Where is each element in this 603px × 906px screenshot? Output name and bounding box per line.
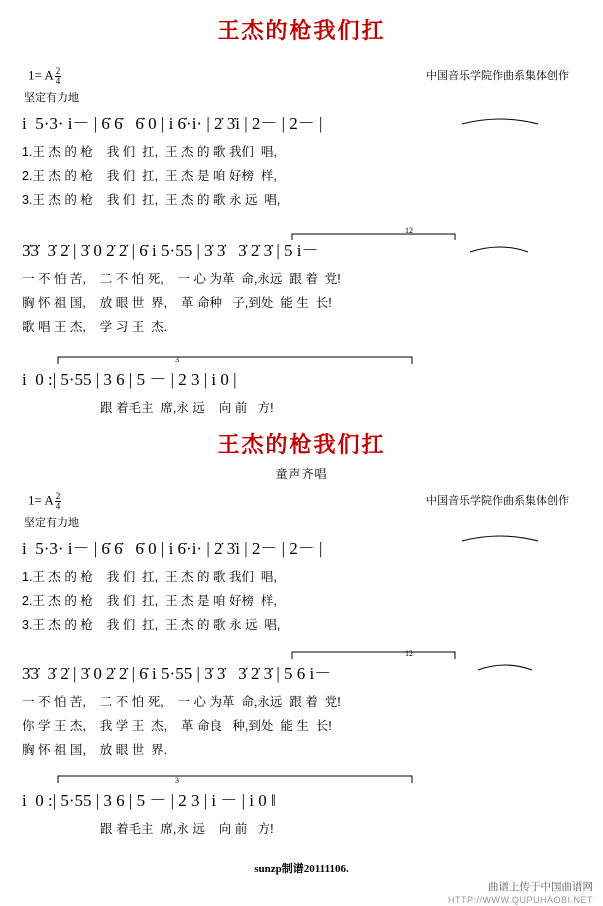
lyric-line: 你 学 王 杰, 我 学 王 杰, 革 命良 种,到处 能 生 长! xyxy=(22,719,332,733)
performance-type-2: 童声齐唱 xyxy=(275,467,328,481)
key-signature-1: 1= A $\frac{2}{4}$ xyxy=(28,66,61,86)
meter-denominator: 4 xyxy=(55,76,61,86)
system-2-2 xyxy=(0,649,603,758)
system-2-3 xyxy=(0,776,603,837)
repeat-bracket-label: 3 xyxy=(175,776,179,785)
notation-line: 3̇3̇ 3̇ 2̇ | 3̇ 0 2̇ 2̇ | 6̇ i 5·55 | 3̇ 3̇ 3̇ 2̇ 3̇ | 5 i－ xyxy=(22,241,319,260)
lyric-line: 2.王 杰 的 枪 我 们 扛, 王 杰 是 咱 好榜 样, xyxy=(22,594,277,608)
notation-line: i 0 :| 5·55 | 3 6 | 5 － | 2 3 | i 0 | xyxy=(22,370,237,389)
site-credit xyxy=(448,880,593,906)
lyric-line: 3.王 杰 的 枪 我 们 扛, 王 杰 的 歌 永 远 唱, xyxy=(22,618,281,632)
tempo-marking-2: 坚定有力地 xyxy=(24,517,79,529)
lyric-line: 1.王 杰 的 枪 我 们 扛, 王 杰 的 歌 我们 唱, xyxy=(22,145,277,159)
tempo-row-2 xyxy=(0,514,603,530)
meter-numerator: 2 xyxy=(55,491,61,501)
lyric-line: 胸 怀 祖 国, 放 眼 世 界, 革 命种 子,到处 能 生 长! xyxy=(22,296,332,310)
page-title-2: 王杰的枪我们扛 xyxy=(217,432,386,457)
site-credit-url: HTTP://WWW.QUPUHAOBI.NET xyxy=(448,895,593,906)
lyric-line: 一 不 怕 苦, 二 不 怕 死, 一 心 为革 命,永远 跟 着 党! xyxy=(22,695,341,709)
lyric-line: 跟 着毛主 席,永 远 向 前 方! xyxy=(100,401,274,415)
tempo-row-1 xyxy=(0,89,603,105)
system-1-3 xyxy=(0,355,603,416)
meter-denominator: 4 xyxy=(55,501,61,511)
engraver-credit: sunzp制谱20111106. xyxy=(254,863,349,875)
lyric-line: 3.王 杰 的 枪 我 们 扛, 王 杰 的 歌 永 远 唱, xyxy=(22,193,281,207)
meter-numerator: 2 xyxy=(55,66,61,76)
repeat-bracket-label: 12 xyxy=(405,649,413,658)
meta-row-2 xyxy=(0,492,603,514)
section-one xyxy=(0,14,603,416)
lyric-line: 2.王 杰 的 枪 我 们 扛, 王 杰 是 咱 好榜 样, xyxy=(22,169,277,183)
lyric-line: 1.王 杰 的 枪 我 们 扛, 王 杰 的 歌 我们 唱, xyxy=(22,570,277,584)
meta-row-1 xyxy=(0,67,603,89)
notation-line: i 5·3· i－ | 6̇ 6̇ 6̇ 0 | i 6̇·i· | 2̇ 3̇i | 2－ | 2－ | xyxy=(22,539,323,558)
section-two xyxy=(0,428,603,837)
tempo-marking-1: 坚定有力地 xyxy=(24,92,79,104)
repeat-bracket-label: 3 xyxy=(175,355,179,364)
composer-credit-2: 中国音乐学院作曲系集体创作 xyxy=(426,495,569,507)
notation-line: i 0 :| 5·55 | 3 6 | 5 － | 2 3 | i － | i 0 ‖ xyxy=(22,791,276,810)
lyric-line: 一 不 怕 苦, 二 不 怕 死, 一 心 为革 命,永远 跟 着 党! xyxy=(22,272,341,286)
key-signature-2: 1= A $\frac{2}{4}$ xyxy=(28,491,61,511)
notation-line: 3̇3̇ 3̇ 2̇ | 3̇ 0 2̇ 2̇ | 6̇ i 5·55 | 3̇ 3̇ 3̇ 2̇ 3̇ | 5 6 i－ xyxy=(22,664,332,683)
system-1-1 xyxy=(0,109,603,208)
lyric-line: 歌 唱 王 杰, 学 习 王 杰. xyxy=(22,320,168,334)
notation-line: i 5·3· i－ | 6̇ 6̇ 6̇ 0 | i 6̇·i· | 2̇ 3̇i | 2－ | 2－ | xyxy=(22,114,323,133)
repeat-bracket-label: 12 xyxy=(405,226,413,235)
composer-credit-1: 中国音乐学院作曲系集体创作 xyxy=(426,70,569,82)
system-1-2 xyxy=(0,226,603,335)
page-title-1: 王杰的枪我们扛 xyxy=(217,18,386,43)
lyric-line: 跟 着毛主 席,永 远 向 前 方! xyxy=(100,822,274,836)
lyric-line: 胸 怀 祖 国, 放 眼 世 界. xyxy=(22,743,168,757)
system-2-1 xyxy=(0,534,603,633)
site-credit-text: 曲谱上传于中国曲谱网 xyxy=(488,881,593,893)
